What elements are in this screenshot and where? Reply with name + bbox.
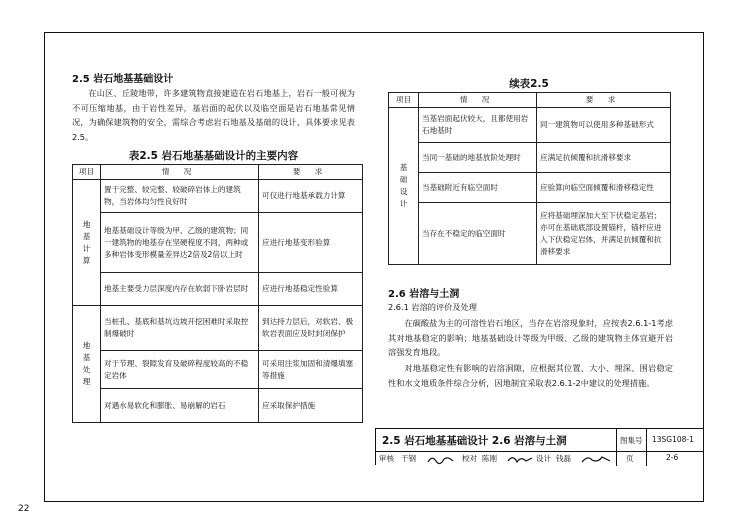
requirement-cell: 应进行地基稳定性验算 (259, 273, 363, 306)
title-block (375, 428, 704, 502)
table-row (389, 203, 671, 265)
page-label: 页 (626, 454, 634, 463)
requirement-cell: 同一建筑物可以使用多种基础形式 (537, 108, 671, 143)
section-2-5-title: 2.5 岩石地基基础设计 (72, 74, 174, 85)
table-row (389, 108, 671, 143)
checker-signature (506, 453, 534, 465)
situation-cell: 地基基础设计等级为甲、乙级的建筑物；同一建筑物的地基存在坚硬程度不同，两种或多种岩体变形模量差异达2倍及2倍以上时 (101, 213, 259, 273)
table-row (73, 351, 363, 389)
designer-signature (580, 453, 612, 465)
requirement-cell: 可采用注浆加固和清爆填塞等措施 (259, 351, 363, 389)
title-row (375, 428, 704, 451)
group-cell: 基础设计 (389, 108, 419, 265)
situation-cell: 当桩孔、基底和基坑边坡开挖困难时采取控制爆破时 (101, 306, 259, 351)
signature-row (375, 451, 704, 465)
header-situation: 情 况 (101, 165, 259, 180)
situation-cell: 当同一基础的地基放阶处理时 (419, 143, 537, 173)
table-row (389, 173, 671, 203)
atlas-number: 13SG108-1 (652, 435, 694, 444)
reviewer-signature (426, 453, 456, 465)
design-label: 设计 (536, 454, 551, 463)
situation-cell: 对遇水易软化和膨胀、易崩解的岩石 (101, 389, 259, 423)
table-cont-title: 续表2.5 (509, 78, 549, 90)
situation-cell: 当存在不稳定的临空面时 (419, 203, 537, 265)
situation-cell: 对于节理、裂隙发育及破碎程度较高的不稳定岩体 (101, 351, 259, 389)
table-row (73, 389, 363, 423)
page-number: 22 (18, 504, 30, 514)
header-requirement: 要 求 (259, 165, 363, 180)
requirement-cell: 应将基础埋深加大至下伏稳定基岩；亦可在基础底部设置锚杆，锚杆应进入下伏稳定岩体，并满足抗倾覆和抗滑移要求 (537, 203, 671, 265)
header-project: 项目 (73, 165, 101, 180)
section-2-6-para1: 在碳酸盐为主的可溶性岩石地区，当存在岩溶现象时，应按表2.6.1-1考虑其对地基稳定的影响；地基基础设计等级为甲级、乙级的建筑物主体宜避开岩溶强发育地段。 (388, 318, 673, 357)
requirement-cell: 到达持力层后，对软岩、极软岩表面应及时封闭保护 (259, 306, 363, 351)
section-2-5-paragraph: 在山区、丘陵地带，许多建筑物直接建造在岩石地基上，岩石一般可视为不可压缩地基，由于岩性差异，基岩面的起伏以及临空面是岩石地基常见情况，为确保建筑物的安全，需综合考虑岩石地基及基础的设计，具体要求见表2.5。 (72, 88, 355, 142)
requirement-cell: 可仅进行地基承载力计算 (259, 180, 363, 213)
reviewer-name: 干钢 (401, 454, 416, 463)
table-row (73, 273, 363, 306)
situation-cell: 当基岩面起伏较大，且都使用岩石地基时 (419, 108, 537, 143)
group-cell: 地基处理 (73, 306, 101, 423)
table-2-5-title: 表2.5 岩石地基基础设计的主要内容 (128, 150, 299, 162)
table-row (73, 306, 363, 351)
header-project: 项目 (389, 93, 419, 108)
header-requirement: 要 求 (537, 93, 671, 108)
header-situation: 情 况 (419, 93, 537, 108)
section-2-6-1-title: 2.6.1 岩溶的评价及处理 (388, 302, 477, 312)
section-2-6-para2: 对地基稳定性有影响的岩溶洞隙，应根据其位置、大小、埋深、围岩稳定性和水文地质条件综合分析，因地制宜采取表2.6.1-2中建议的处理措施。 (388, 363, 673, 388)
table-2-5 (72, 164, 363, 423)
table-row (389, 143, 671, 173)
check-label: 校对 (462, 454, 477, 463)
table-2-5-continued (388, 92, 671, 265)
table-row (73, 213, 363, 273)
requirement-cell: 应验算向临空面倾覆和滑移稳定性 (537, 173, 671, 203)
situation-cell: 当基础附近有临空面时 (419, 173, 537, 203)
situation-cell: 置于完整、较完整、较破碎岩体上的建筑物，当岩体均匀性良好时 (101, 180, 259, 213)
designer-name: 钱磊 (556, 454, 571, 463)
section-2-6-title: 2.6 岩溶与土洞 (388, 289, 460, 300)
requirement-cell: 应满足抗倾覆和抗滑移要求 (537, 143, 671, 173)
requirement-cell: 应采取保护措施 (259, 389, 363, 423)
requirement-cell: 应进行地基变形验算 (259, 213, 363, 273)
page-code: 2-6 (666, 453, 679, 462)
review-label: 审核 (379, 454, 394, 463)
drawing-title: 2.5 岩石地基基础设计 2.6 岩溶与土洞 (382, 435, 567, 447)
group-cell: 地基计算 (73, 180, 101, 306)
situation-cell: 地基主要受力层深度内存在软弱下卧岩层时 (101, 273, 259, 306)
table-row (73, 180, 363, 213)
atlas-label: 图集号 (620, 436, 643, 445)
checker-name: 陈刚 (482, 454, 497, 463)
